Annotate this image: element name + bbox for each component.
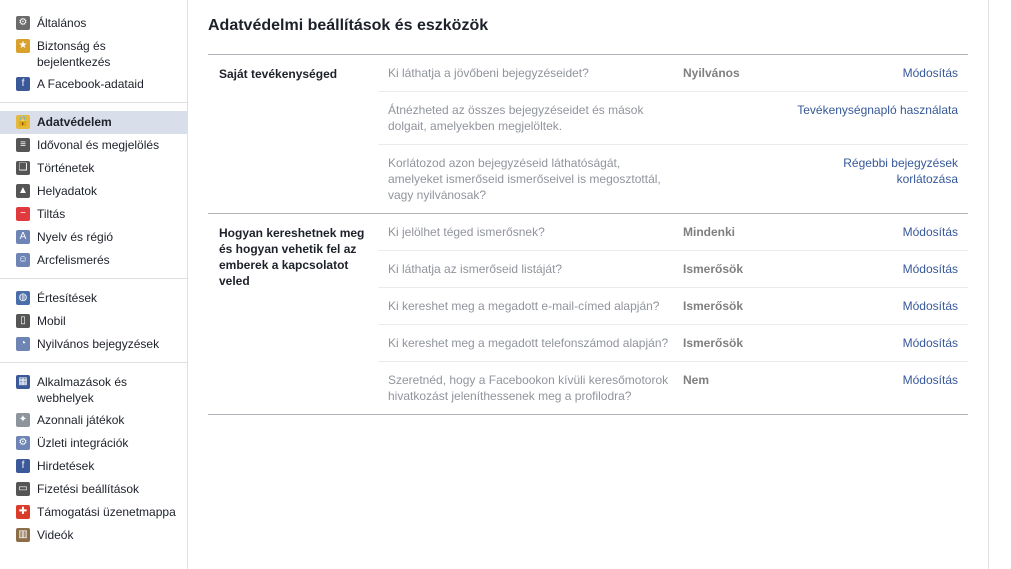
timeline-icon: ≡ [16, 138, 30, 152]
setting-action-link[interactable]: Régebbi bejegyzések korlátozása [843, 156, 958, 186]
settings-section [208, 55, 968, 214]
sidebar-item-fizet-si-be-ll-t-sok[interactable] [0, 478, 187, 501]
sidebar-item-label: Mobil [37, 314, 66, 328]
sidebar-item-label: Általános [37, 16, 87, 30]
sidebar-item-t-mogat-si-zenetmappa[interactable] [0, 501, 187, 524]
settings-sidebar [0, 0, 188, 569]
setting-row [378, 214, 968, 251]
setting-action-link[interactable]: Módosítás [902, 373, 958, 387]
film-icon: ▥ [16, 528, 30, 542]
sidebar-item-azonnali-j-t-kok[interactable] [0, 409, 187, 432]
sidebar-item-label: Idővonal és megjelölés [37, 138, 160, 152]
privacy-lock-icon: 🔒 [16, 116, 30, 127]
setting-action-link[interactable]: Tevékenységnapló használata [797, 103, 958, 117]
language-icon: A [16, 230, 30, 244]
sidebar-item-label: Nyilvános bejegyzések [37, 337, 160, 351]
sidebar-item-label: Adatvédelem [37, 115, 112, 129]
sidebar-item-label: Hirdetések [37, 459, 95, 473]
sidebar-item-label: Azonnali játékok [37, 413, 125, 427]
setting-row [378, 325, 968, 362]
gamepad-icon: ✦ [16, 413, 30, 427]
setting-question: Ki kereshet meg a megadott e-mail-címed alapján? [388, 299, 660, 313]
sidebar-item--rtes-t-sek[interactable] [0, 287, 187, 310]
business-icon: ⚙ [16, 436, 30, 450]
setting-action-link[interactable]: Módosítás [902, 262, 958, 276]
sidebar-group [0, 363, 187, 553]
sidebar-item-helyadatok[interactable] [0, 180, 187, 203]
setting-action-link[interactable]: Módosítás [902, 66, 958, 80]
setting-value: Nyilvános [683, 66, 740, 80]
setting-row [378, 55, 968, 92]
section-rows [378, 55, 968, 213]
settings-sections [208, 55, 968, 415]
sidebar-group [0, 279, 187, 363]
sidebar-group [0, 103, 187, 279]
setting-question: Korlátozod azon bejegyzéseid láthatóságát, amelyeket ismerőseid ismerőseivel is megosztottál, vagy nyilvánosak? [388, 156, 661, 202]
sidebar-item-label: Tiltás [37, 207, 66, 221]
sidebar-item-adatv-delem[interactable] [0, 111, 187, 134]
sidebar-item-alkalmaz-sok-s-webhelyek[interactable] [0, 371, 187, 409]
sidebar-item-mobil[interactable] [0, 310, 187, 333]
setting-action-link[interactable]: Módosítás [902, 299, 958, 313]
setting-value: Ismerősök [683, 262, 744, 276]
sidebar-item-label: Videók [37, 528, 74, 542]
setting-action-link[interactable]: Módosítás [902, 336, 958, 350]
sidebar-item-biztons-g-s-bejelentkez-s[interactable] [0, 35, 187, 73]
sidebar-item-label: Helyadatok [37, 184, 98, 198]
setting-action-link[interactable]: Módosítás [902, 225, 958, 239]
sidebar-item-id-vonal-s-megjel-l-s[interactable] [0, 134, 187, 157]
ads-icon: f [16, 459, 30, 473]
sidebar-group [0, 0, 187, 103]
face-icon: ☺ [17, 254, 29, 265]
sidebar-item-nyelv-s-r-gi-[interactable] [0, 226, 187, 249]
setting-question: Szeretnéd, hogy a Facebookon kívüli keresőmotorok hivatkozást jeleníthessenek meg a profilodra? [388, 373, 669, 403]
section-rows [378, 214, 968, 414]
main-content [208, 0, 968, 415]
mobile-icon: ▯ [16, 314, 30, 328]
globe-icon: ◍ [16, 291, 30, 305]
sidebar-item-vide-k[interactable] [0, 524, 187, 547]
setting-question: Ki jelölhet téged ismerősnek? [388, 225, 545, 239]
right-divider [988, 0, 989, 569]
setting-row [378, 288, 968, 325]
sidebar-item-label: Fizetési beállítások [37, 482, 140, 496]
setting-value [683, 155, 783, 203]
setting-question: Átnézheted az összes bejegyzéseidet és mások dolgait, amelyekben megjelöltek. [388, 103, 644, 133]
setting-value [683, 102, 783, 134]
section-title: Hogyan kereshetnek meg és hogyan vehetik fel az emberek a kapcsolatot veled [219, 226, 365, 288]
setting-value: Nem [683, 373, 710, 387]
setting-row [378, 362, 968, 414]
sidebar-item-label: Történetek [37, 161, 95, 175]
location-icon: ▲ [16, 184, 30, 198]
gears-icon: ⚙ [16, 16, 30, 30]
sidebar-item-label: Üzleti integrációk [37, 436, 129, 450]
sidebar-item-arcfelismer-s[interactable] [0, 249, 187, 272]
sidebar-item--ltal-nos[interactable] [0, 12, 187, 35]
section-title: Saját tevékenységed [219, 67, 338, 81]
sidebar-item-tilt-s[interactable] [0, 203, 187, 226]
sidebar-item-label: Alkalmazások és webhelyek [37, 375, 128, 405]
sidebar-item-label: Nyelv és régió [37, 230, 114, 244]
sidebar-item-hirdet-sek[interactable] [0, 455, 187, 478]
apps-icon: ▦ [16, 375, 30, 389]
sidebar-item-label: A Facebook-adataid [37, 77, 144, 91]
page-title: Adatvédelmi beállítások és eszközök [208, 16, 968, 55]
settings-section [208, 214, 968, 415]
rss-icon: ◔ [16, 337, 30, 351]
card-icon: ▭ [16, 482, 30, 496]
book-icon: ❑ [16, 161, 30, 175]
setting-row [378, 251, 968, 288]
sidebar-item-a-facebook-adataid[interactable] [0, 73, 187, 96]
sidebar-item-label: Arcfelismerés [37, 253, 110, 267]
sidebar-item-label: Értesítések [37, 291, 98, 305]
facebook-icon: f [16, 77, 30, 91]
lifebuoy-icon: ✚ [16, 505, 30, 519]
setting-value: Ismerősök [683, 336, 744, 350]
sidebar-item-nyilv-nos-bejegyz-sek[interactable] [0, 333, 187, 356]
setting-question: Ki láthatja az ismerőseid listáját? [388, 262, 563, 276]
setting-value: Ismerősök [683, 299, 744, 313]
setting-question: Ki láthatja a jövőbeni bejegyzéseidet? [388, 66, 589, 80]
sidebar-item-label: Biztonság és bejelentkezés [37, 39, 111, 69]
sidebar-item-t-rt-netek[interactable] [0, 157, 187, 180]
setting-question: Ki kereshet meg a megadott telefonszámod alapján? [388, 336, 669, 350]
setting-value: Mindenki [683, 225, 736, 239]
block-icon: − [16, 207, 30, 221]
setting-row [378, 92, 968, 145]
badge-icon: ★ [16, 39, 30, 53]
sidebar-item-label: Támogatási üzenetmappa [37, 505, 176, 519]
setting-row [378, 145, 968, 213]
sidebar-item--zleti-integr-ci-k[interactable] [0, 432, 187, 455]
